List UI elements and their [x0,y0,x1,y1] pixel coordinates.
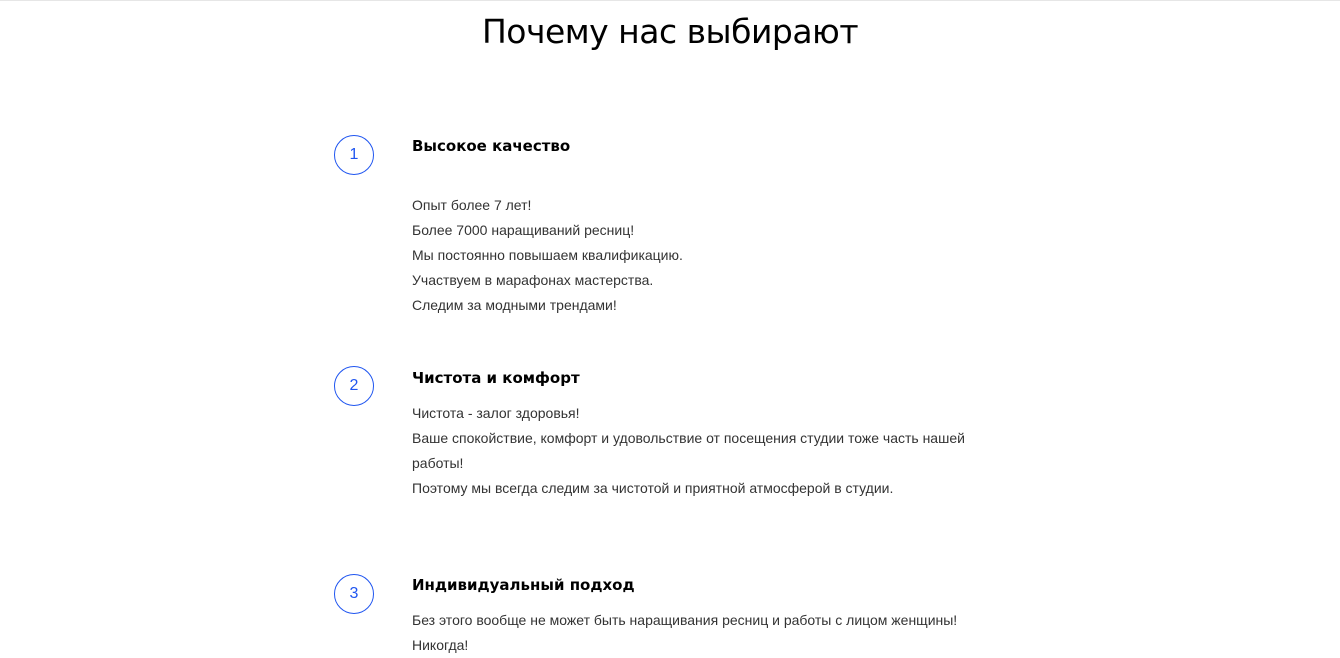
feature-line: Без этого вообще не может быть наращивания ресниц и работы с лицом женщины! [412,612,958,628]
feature-line: Никогда! [412,637,469,653]
feature-line: Поэтому мы всегда следим за чистотой и приятной атмосферой в студии. [412,480,894,496]
feature-line: Мы постоянно повышаем квалификацию. [412,247,683,263]
feature-line: Опыт более 7 лет! [412,197,532,213]
feature-line: Следим за модными трендами! [412,297,617,313]
feature-title: Чистота и комфорт [412,369,580,387]
feature-number-badge: 2 [334,366,374,406]
feature-line: Более 7000 наращиваний ресниц! [412,222,635,238]
feature-number-badge: 3 [334,574,374,614]
feature-description [412,608,992,658]
feature-description [412,401,992,501]
feature-line: Чистота - залог здоровья! [412,405,580,421]
feature-title: Высокое качество [412,137,571,155]
feature-line: Ваше спокойствие, комфорт и удовольствие от посещения студии тоже часть нашей работы! [412,430,965,471]
top-divider [0,0,1340,1]
page-title: Почему нас выбирают [481,12,859,51]
feature-title: Индивидуальный подход [412,576,635,594]
feature-description [412,193,992,318]
feature-number-badge: 1 [334,135,374,175]
feature-line: Участвуем в марафонах мастерства. [412,272,654,288]
